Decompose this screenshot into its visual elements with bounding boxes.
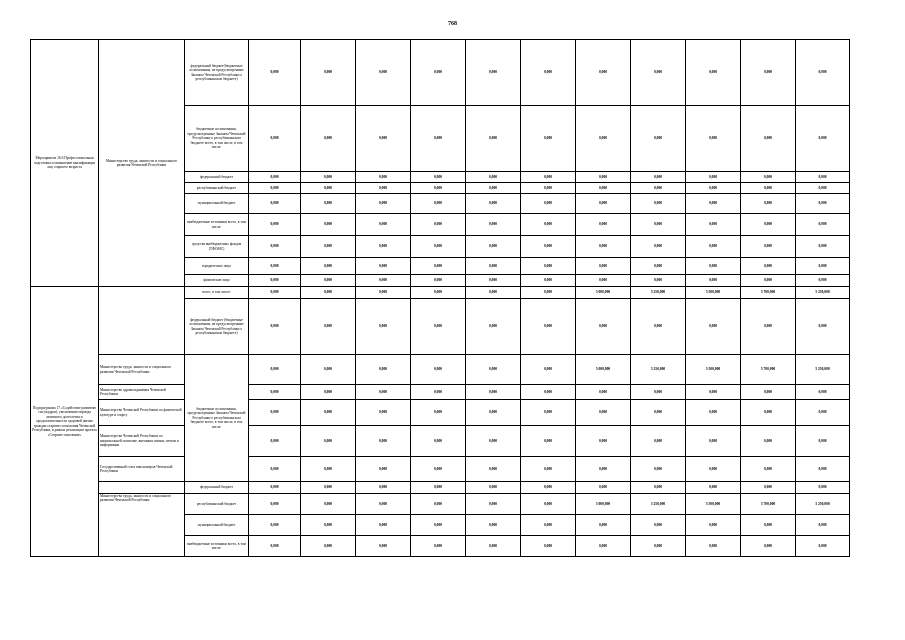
value-cell: 0,000: [686, 426, 741, 457]
value-cell: 0,000: [466, 299, 521, 355]
value-cell: 0,000: [466, 106, 521, 172]
value-cell: 0,000: [301, 515, 356, 536]
value-cell: 0,000: [249, 536, 301, 557]
funding-source-cell: юридические лица: [185, 258, 249, 275]
value-cell: 5 250,000: [796, 355, 850, 385]
value-cell: 0,000: [631, 457, 686, 482]
value-cell: 0,000: [576, 183, 631, 194]
value-cell: 0,000: [301, 457, 356, 482]
value-cell: 0,000: [796, 106, 850, 172]
value-cell: 0,000: [356, 536, 411, 557]
value-cell: 0,000: [576, 515, 631, 536]
value-cell: 0,000: [741, 214, 796, 236]
value-cell: 0,000: [631, 106, 686, 172]
value-cell: 0,000: [249, 299, 301, 355]
value-cell: 0,000: [411, 214, 466, 236]
value-cell: 0,000: [521, 355, 576, 385]
value-cell: 0,000: [301, 40, 356, 106]
value-cell: 0,000: [796, 258, 850, 275]
value-cell: 0,000: [741, 236, 796, 258]
value-cell: 0,000: [411, 194, 466, 214]
value-cell: 0,000: [796, 536, 850, 557]
value-cell: 0,000: [576, 275, 631, 287]
value-cell: 0,000: [576, 172, 631, 183]
value-cell: 5 250,000: [631, 287, 686, 299]
value-cell: 0,000: [741, 299, 796, 355]
value-cell: 5 500,000: [686, 355, 741, 385]
value-cell: 0,000: [686, 214, 741, 236]
value-cell: 0,000: [249, 40, 301, 106]
value-cell: 0,000: [521, 385, 576, 400]
value-cell: 0,000: [301, 385, 356, 400]
value-cell: 0,000: [249, 106, 301, 172]
value-cell: 0,000: [411, 494, 466, 515]
value-cell: 0,000: [741, 258, 796, 275]
value-cell: 0,000: [301, 355, 356, 385]
value-cell: 0,000: [576, 106, 631, 172]
funding-source-cell: муниципальный бюджет: [185, 515, 249, 536]
value-cell: 0,000: [686, 40, 741, 106]
table-row: [31, 482, 850, 494]
value-cell: 0,000: [576, 236, 631, 258]
funding-source-cell: федеральный бюджет: [185, 172, 249, 183]
value-cell: 0,000: [521, 482, 576, 494]
value-cell: 0,000: [796, 172, 850, 183]
value-cell: 0,000: [411, 40, 466, 106]
value-cell: 0,000: [631, 40, 686, 106]
value-cell: 0,000: [301, 287, 356, 299]
executor-cell: [99, 482, 185, 494]
value-cell: 0,000: [741, 183, 796, 194]
value-cell: 0,000: [411, 515, 466, 536]
value-cell: 0,000: [411, 355, 466, 385]
event-name-cell: Мероприятие 16.6 Профессиональная подготовка и повышение квалификации лиц старшего возраста: [31, 40, 99, 287]
value-cell: 0,000: [631, 275, 686, 287]
value-cell: 0,000: [301, 400, 356, 426]
table-row: [31, 426, 850, 457]
value-cell: 5 700,000: [741, 287, 796, 299]
value-cell: 5 250,000: [631, 355, 686, 385]
value-cell: 0,000: [741, 400, 796, 426]
value-cell: 0,000: [356, 214, 411, 236]
value-cell: 0,000: [466, 355, 521, 385]
value-cell: 0,000: [411, 236, 466, 258]
value-cell: 0,000: [356, 287, 411, 299]
value-cell: 0,000: [521, 172, 576, 183]
value-cell: 0,000: [521, 236, 576, 258]
event-name-cell: Подпрограмма 17 «Содействие развитию сил (кадров), увеличению периода активного долголетия и продолжительности здоровой жизни граждан старшего поколения Чеченской Республики, в рамках реализации проекта «Старшее поколение»: [31, 287, 99, 557]
value-cell: 0,000: [356, 258, 411, 275]
value-cell: 0,000: [796, 214, 850, 236]
funding-source-cell: всего, в том числе:: [185, 287, 249, 299]
value-cell: 0,000: [741, 515, 796, 536]
value-cell: 0,000: [521, 40, 576, 106]
value-cell: 0,000: [576, 536, 631, 557]
value-cell: 0,000: [521, 299, 576, 355]
table-row: [31, 457, 850, 482]
value-cell: 0,000: [576, 426, 631, 457]
value-cell: 0,000: [411, 457, 466, 482]
value-cell: 0,000: [576, 214, 631, 236]
value-cell: 0,000: [249, 385, 301, 400]
value-cell: 0,000: [796, 515, 850, 536]
value-cell: 0,000: [249, 194, 301, 214]
value-cell: 0,000: [521, 536, 576, 557]
value-cell: 0,000: [356, 385, 411, 400]
value-cell: 0,000: [521, 194, 576, 214]
value-cell: 0,000: [521, 214, 576, 236]
value-cell: 0,000: [411, 400, 466, 426]
value-cell: 0,000: [686, 236, 741, 258]
value-cell: 0,000: [249, 287, 301, 299]
value-cell: 0,000: [356, 355, 411, 385]
value-cell: 0,000: [686, 299, 741, 355]
value-cell: 0,000: [301, 236, 356, 258]
value-cell: 0,000: [631, 236, 686, 258]
value-cell: 0,000: [356, 40, 411, 106]
value-cell: 0,000: [249, 236, 301, 258]
funding-source-cell: внебюджетные источники всего, в том числе:: [185, 214, 249, 236]
table-row: [31, 494, 850, 515]
value-cell: 5 000,000: [576, 355, 631, 385]
value-cell: 5 250,000: [796, 494, 850, 515]
value-cell: 0,000: [301, 426, 356, 457]
value-cell: 0,000: [301, 536, 356, 557]
value-cell: 0,000: [741, 457, 796, 482]
funding-source-cell: физические лица: [185, 275, 249, 287]
value-cell: 5 500,000: [686, 287, 741, 299]
value-cell: 0,000: [631, 194, 686, 214]
value-cell: 0,000: [631, 172, 686, 183]
value-cell: 0,000: [631, 536, 686, 557]
funding-source-cell: федеральный бюджет (бюджетные ассигнования, не предусмотренные Законом Чеченской Республики о республиканском бюджете): [185, 299, 249, 355]
table-row: [31, 385, 850, 400]
value-cell: 5 250,000: [796, 287, 850, 299]
value-cell: 0,000: [301, 258, 356, 275]
value-cell: 0,000: [631, 426, 686, 457]
value-cell: 0,000: [521, 183, 576, 194]
page-number: 768: [448, 21, 457, 27]
value-cell: 0,000: [249, 515, 301, 536]
value-cell: 0,000: [301, 106, 356, 172]
value-cell: 0,000: [411, 183, 466, 194]
value-cell: 0,000: [356, 400, 411, 426]
value-cell: 5 700,000: [741, 494, 796, 515]
value-cell: 0,000: [576, 258, 631, 275]
value-cell: 0,000: [411, 536, 466, 557]
value-cell: 0,000: [686, 106, 741, 172]
value-cell: 0,000: [466, 236, 521, 258]
value-cell: 0,000: [356, 194, 411, 214]
value-cell: 0,000: [466, 275, 521, 287]
value-cell: 0,000: [356, 494, 411, 515]
value-cell: 0,000: [686, 457, 741, 482]
value-cell: 0,000: [411, 299, 466, 355]
value-cell: 0,000: [356, 299, 411, 355]
value-cell: 0,000: [301, 194, 356, 214]
value-cell: 0,000: [796, 194, 850, 214]
value-cell: 0,000: [576, 194, 631, 214]
value-cell: 0,000: [686, 172, 741, 183]
value-cell: 0,000: [249, 426, 301, 457]
value-cell: 0,000: [466, 183, 521, 194]
value-cell: 0,000: [796, 426, 850, 457]
value-cell: 0,000: [521, 457, 576, 482]
funding-source-cell: бюджетные ассигнования, предусмотренные Законом Чеченской Республики о республиканском бюджете всего, в том числе, в том числе:: [185, 106, 249, 172]
value-cell: 0,000: [796, 236, 850, 258]
value-cell: 0,000: [466, 258, 521, 275]
value-cell: 0,000: [411, 106, 466, 172]
value-cell: 0,000: [686, 183, 741, 194]
value-cell: 0,000: [301, 214, 356, 236]
value-cell: 0,000: [301, 299, 356, 355]
value-cell: 0,000: [249, 355, 301, 385]
value-cell: 0,000: [466, 482, 521, 494]
value-cell: 0,000: [466, 457, 521, 482]
value-cell: 0,000: [466, 172, 521, 183]
value-cell: 0,000: [796, 457, 850, 482]
value-cell: 5 500,000: [686, 494, 741, 515]
value-cell: 0,000: [796, 183, 850, 194]
value-cell: 0,000: [796, 385, 850, 400]
value-cell: 0,000: [466, 400, 521, 426]
executor-cell: Министерство труда, занятости и социального развития Чеченской Республики: [99, 355, 185, 385]
funding-source-cell: муниципальный бюджет: [185, 194, 249, 214]
executor-cell: Министерство здравоохранения Чеченской Республики: [99, 385, 185, 400]
value-cell: 0,000: [576, 299, 631, 355]
value-cell: 0,000: [576, 457, 631, 482]
value-cell: 0,000: [521, 106, 576, 172]
value-cell: 0,000: [301, 183, 356, 194]
value-cell: 0,000: [466, 515, 521, 536]
value-cell: 0,000: [741, 106, 796, 172]
value-cell: 0,000: [466, 287, 521, 299]
value-cell: 0,000: [686, 194, 741, 214]
value-cell: 0,000: [741, 426, 796, 457]
value-cell: 0,000: [411, 426, 466, 457]
value-cell: 0,000: [301, 482, 356, 494]
value-cell: 0,000: [741, 172, 796, 183]
value-cell: 0,000: [249, 482, 301, 494]
value-cell: 0,000: [466, 426, 521, 457]
value-cell: 0,000: [249, 183, 301, 194]
value-cell: 0,000: [631, 385, 686, 400]
value-cell: 0,000: [466, 40, 521, 106]
value-cell: 0,000: [796, 275, 850, 287]
value-cell: 0,000: [631, 515, 686, 536]
value-cell: 0,000: [249, 275, 301, 287]
value-cell: 0,000: [411, 482, 466, 494]
value-cell: 0,000: [741, 40, 796, 106]
funding-source-cell: республиканский бюджет: [185, 494, 249, 515]
value-cell: 0,000: [356, 457, 411, 482]
value-cell: 0,000: [466, 385, 521, 400]
value-cell: 0,000: [301, 494, 356, 515]
value-cell: 0,000: [356, 236, 411, 258]
value-cell: 0,000: [796, 482, 850, 494]
table-body: [31, 40, 850, 557]
value-cell: 0,000: [741, 536, 796, 557]
value-cell: 0,000: [521, 400, 576, 426]
value-cell: 0,000: [249, 258, 301, 275]
value-cell: 0,000: [466, 536, 521, 557]
value-cell: 5 000,000: [576, 494, 631, 515]
value-cell: 0,000: [631, 258, 686, 275]
funding-source-cell: бюджетные ассигнования, предусмотренные Законом Чеченской Республики о республиканском бюджете всего, в том числе, в том числе:: [185, 355, 249, 482]
value-cell: 0,000: [466, 214, 521, 236]
funding-source-cell: внебюджетные источники всего, в том числе:: [185, 536, 249, 557]
value-cell: 0,000: [356, 515, 411, 536]
value-cell: 0,000: [521, 258, 576, 275]
value-cell: 0,000: [411, 385, 466, 400]
value-cell: 0,000: [741, 385, 796, 400]
funding-source-cell: федеральный бюджет(бюджетные ассигнования, не предусмотренные Законом Чеченской Республики о республиканском бюджете): [185, 40, 249, 106]
value-cell: 0,000: [301, 275, 356, 287]
value-cell: 0,000: [521, 515, 576, 536]
executor-cell: [99, 287, 185, 355]
value-cell: 0,000: [631, 400, 686, 426]
value-cell: 0,000: [521, 287, 576, 299]
value-cell: 0,000: [249, 400, 301, 426]
value-cell: 0,000: [631, 183, 686, 194]
value-cell: 0,000: [631, 299, 686, 355]
executor-cell: Министерство Чеченской Республики по национальной политике, внешним связям, печати и информации: [99, 426, 185, 457]
value-cell: 0,000: [466, 494, 521, 515]
value-cell: 0,000: [741, 482, 796, 494]
value-cell: 0,000: [686, 258, 741, 275]
executor-cell: Государственный союз пенсионеров Чеченской Республики: [99, 457, 185, 482]
value-cell: 0,000: [356, 172, 411, 183]
table-row: [31, 355, 850, 385]
value-cell: 0,000: [741, 275, 796, 287]
value-cell: 5 000,000: [576, 287, 631, 299]
value-cell: 0,000: [249, 214, 301, 236]
value-cell: 0,000: [686, 536, 741, 557]
value-cell: 0,000: [466, 194, 521, 214]
value-cell: 0,000: [411, 258, 466, 275]
table-row: [31, 40, 850, 106]
executor-cell: Министерство труда, занятости и социального развития Чеченской Республики: [99, 494, 185, 557]
value-cell: 0,000: [686, 482, 741, 494]
funding-source-cell: республиканский бюджет: [185, 183, 249, 194]
value-cell: 0,000: [686, 515, 741, 536]
value-cell: 0,000: [411, 287, 466, 299]
value-cell: 0,000: [301, 172, 356, 183]
value-cell: 0,000: [576, 482, 631, 494]
value-cell: 0,000: [686, 385, 741, 400]
funding-source-cell: средства внебюджетных фондов (ТФОМС): [185, 236, 249, 258]
value-cell: 0,000: [249, 172, 301, 183]
executor-cell: Министерство Чеченской Республики по физической культуре и спорту: [99, 400, 185, 426]
value-cell: 0,000: [356, 482, 411, 494]
value-cell: 0,000: [249, 494, 301, 515]
value-cell: 0,000: [411, 275, 466, 287]
value-cell: 0,000: [796, 400, 850, 426]
value-cell: 0,000: [521, 275, 576, 287]
value-cell: 0,000: [521, 494, 576, 515]
value-cell: 0,000: [796, 299, 850, 355]
funding-source-cell: федеральный бюджет: [185, 482, 249, 494]
value-cell: 0,000: [631, 214, 686, 236]
value-cell: 0,000: [356, 106, 411, 172]
value-cell: 5 700,000: [741, 355, 796, 385]
budget-table: [30, 39, 850, 557]
value-cell: 0,000: [686, 400, 741, 426]
table-row: [31, 287, 850, 299]
executor-cell: Министерство труда, занятости и социального развития Чеченской Республики: [99, 40, 185, 287]
value-cell: 0,000: [521, 426, 576, 457]
table-row: [31, 400, 850, 426]
value-cell: 0,000: [686, 275, 741, 287]
value-cell: 0,000: [576, 400, 631, 426]
value-cell: 0,000: [356, 183, 411, 194]
value-cell: 0,000: [576, 40, 631, 106]
value-cell: 0,000: [356, 275, 411, 287]
value-cell: 5 250,000: [631, 494, 686, 515]
value-cell: 0,000: [411, 172, 466, 183]
value-cell: 0,000: [576, 385, 631, 400]
value-cell: 0,000: [631, 482, 686, 494]
value-cell: 0,000: [796, 40, 850, 106]
value-cell: 0,000: [356, 426, 411, 457]
value-cell: 0,000: [249, 457, 301, 482]
value-cell: 0,000: [741, 194, 796, 214]
